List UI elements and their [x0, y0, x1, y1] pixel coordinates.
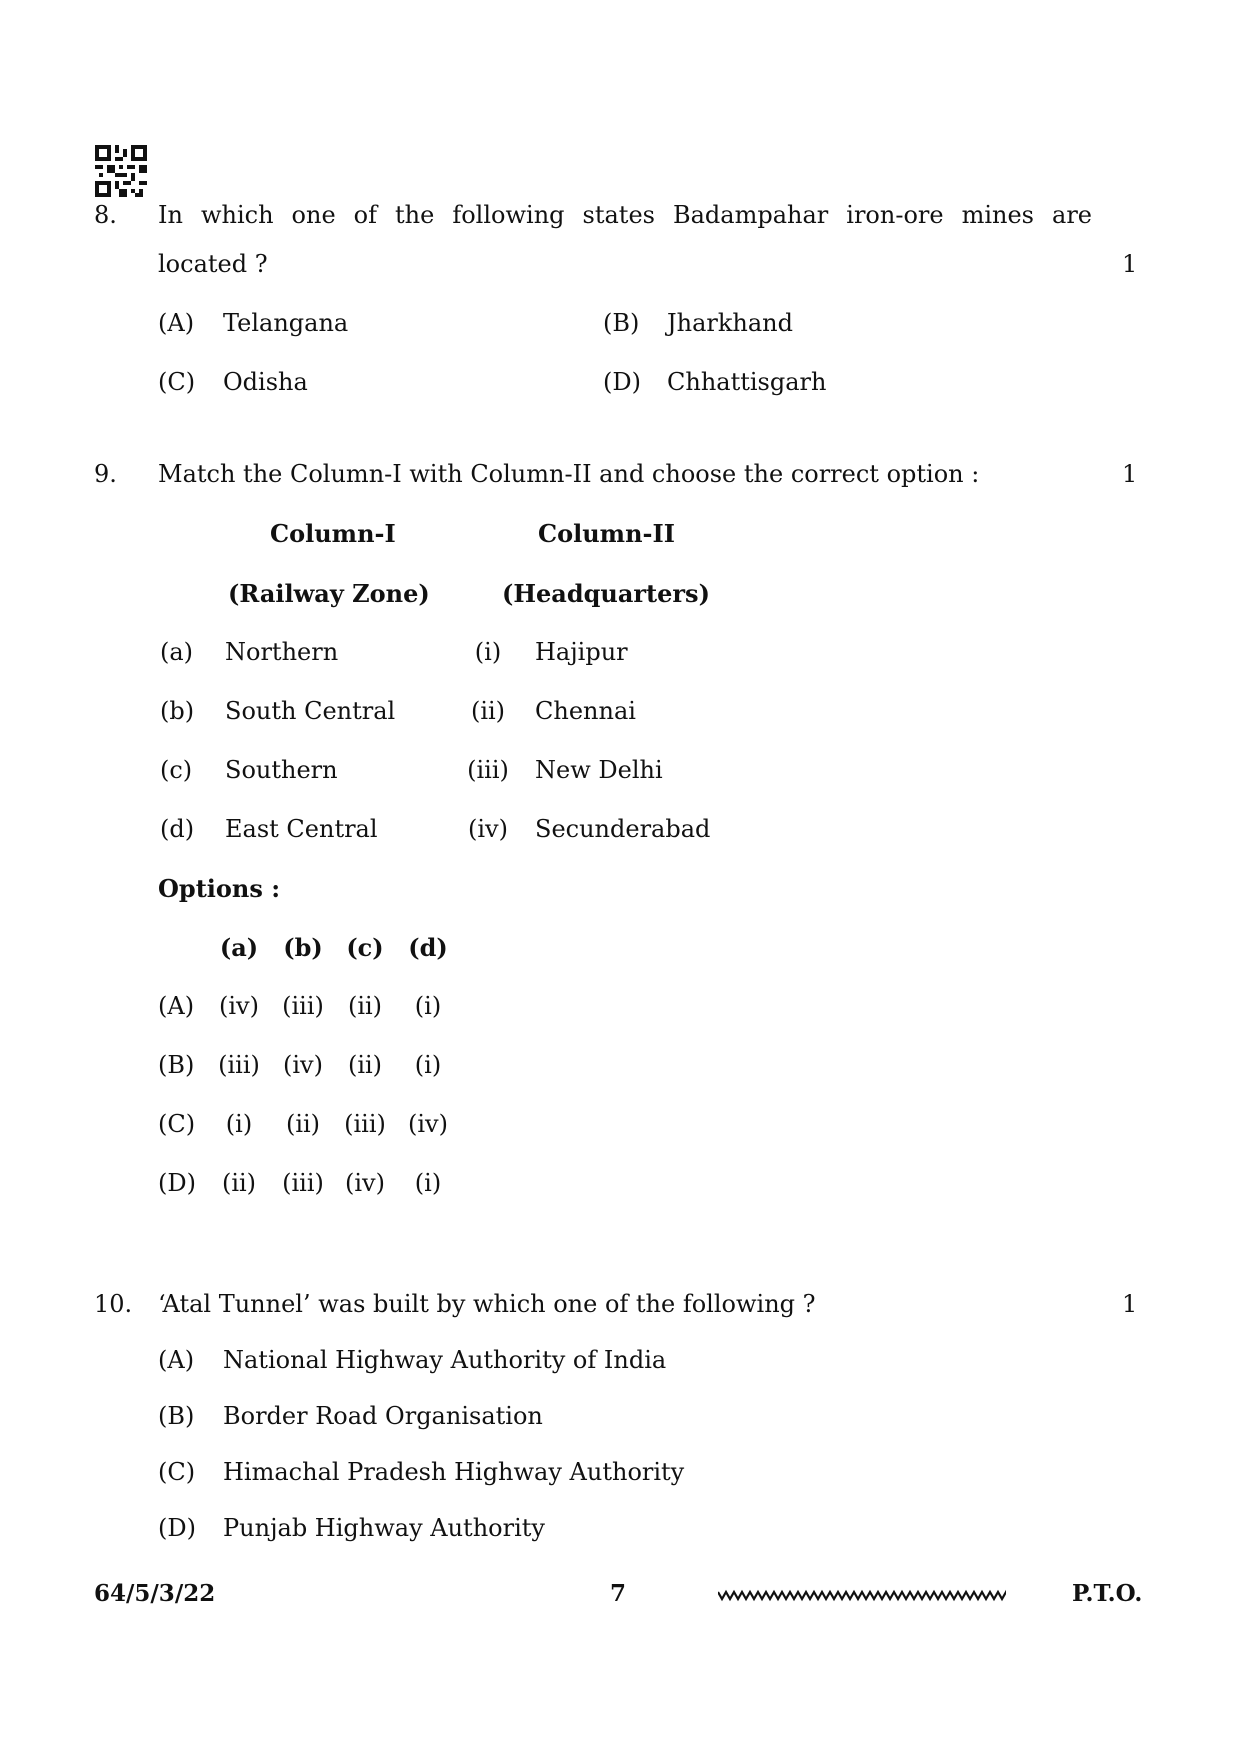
match-row-iii-label — [460, 756, 516, 784]
q9-option-a-label: (A) — [158, 992, 195, 1020]
match-row-b-zone: South Central — [225, 697, 396, 725]
q9-option-c-val-4 — [399, 1110, 457, 1138]
q9-option-d-val-3 — [336, 1169, 394, 1197]
q10-option-a-text: National Highway Authority of India — [223, 1346, 667, 1374]
footer-page-number: 7 — [610, 1580, 627, 1607]
q8-text-line1 — [158, 201, 1092, 229]
q10-option-a-label: (A) — [158, 1346, 195, 1374]
q9-option-c-val-4-text: (iv) — [408, 1110, 448, 1138]
q9-option-b-val-1 — [210, 1051, 268, 1079]
q8-option-a-label: (A) — [158, 309, 195, 337]
match-row-ii-hq: Chennai — [535, 697, 636, 725]
q9-option-b-val-4-text: (i) — [414, 1051, 442, 1079]
q9-option-c-val-3 — [336, 1110, 394, 1138]
options-header-c-text: (c) — [346, 933, 384, 962]
q10-option-d-label: (D) — [158, 1514, 196, 1542]
q9-option-a-val-1 — [210, 992, 268, 1020]
q9-option-a-val-2-text: (iii) — [282, 992, 324, 1020]
q10-option-d-text: Punjab Highway Authority — [223, 1514, 545, 1542]
q8-text-line2: located ? — [158, 250, 268, 278]
qr-code-icon — [95, 145, 147, 197]
match-row-iv-label — [460, 815, 516, 843]
options-heading: Options : — [158, 874, 281, 903]
q9-option-d-val-4-text: (i) — [414, 1169, 442, 1197]
footer-paper-code: 64/5/3/22 — [94, 1580, 216, 1607]
q8-option-d-text: Chhattisgarh — [667, 368, 827, 396]
match-row-i-hq: Hajipur — [535, 638, 628, 666]
q9-option-d-val-2 — [274, 1169, 332, 1197]
column-2-subtitle: (Headquarters) — [502, 579, 710, 608]
q9-option-d-val-2-text: (iii) — [282, 1169, 324, 1197]
q8-option-b-text: Jharkhand — [667, 309, 793, 337]
match-row-ii-label — [460, 697, 516, 725]
q8-option-d-label: (D) — [603, 368, 641, 396]
footer-pto: P.T.O. — [1072, 1580, 1143, 1607]
q8-marks: 1 — [1122, 250, 1138, 278]
match-row-a-label: (a) — [160, 638, 194, 666]
q9-text: Match the Column-I with Column-II and choose the correct option : — [158, 460, 980, 488]
options-header-a-text: (a) — [219, 933, 259, 962]
q9-option-d-val-1-text: (ii) — [221, 1169, 257, 1197]
q9-marks: 1 — [1122, 460, 1138, 488]
q8-option-b-label: (B) — [603, 309, 640, 337]
q8-option-c-text: Odisha — [223, 368, 308, 396]
match-row-d-zone: East Central — [225, 815, 378, 843]
q9-option-b-val-2 — [274, 1051, 332, 1079]
options-header-d — [405, 933, 451, 962]
q9-number: 9. — [94, 460, 117, 488]
match-row-ii-label-text: (ii) — [470, 697, 506, 725]
decorative-wave-line — [718, 1588, 1006, 1602]
q9-option-a-val-4 — [399, 992, 457, 1020]
match-row-a-zone: Northern — [225, 638, 339, 666]
q9-option-c-val-2-text: (ii) — [285, 1110, 321, 1138]
q9-option-c-val-1 — [210, 1110, 268, 1138]
q9-option-b-val-3 — [336, 1051, 394, 1079]
q10-option-b-text: Border Road Organisation — [223, 1402, 543, 1430]
q10-option-c-label: (C) — [158, 1458, 196, 1486]
q10-number: 10. — [94, 1290, 133, 1318]
options-header-b-text: (b) — [283, 933, 323, 962]
match-row-iv-hq: Secunderabad — [535, 815, 711, 843]
q9-option-b-val-4 — [399, 1051, 457, 1079]
q9-option-a-val-4-text: (i) — [414, 992, 442, 1020]
q9-option-c-val-1-text: (i) — [225, 1110, 253, 1138]
match-row-iv-label-text: (iv) — [468, 815, 508, 843]
match-row-b-label: (b) — [160, 697, 195, 725]
options-header-c — [342, 933, 388, 962]
options-header-a — [216, 933, 262, 962]
q9-option-d-val-4 — [399, 1169, 457, 1197]
column-1-subtitle: (Railway Zone) — [228, 579, 430, 608]
q9-option-d-val-1 — [210, 1169, 268, 1197]
options-header-b — [280, 933, 326, 962]
options-header-d-text: (d) — [408, 933, 448, 962]
match-row-c-zone: Southern — [225, 756, 338, 784]
match-row-c-label: (c) — [160, 756, 193, 784]
q9-option-b-val-2-text: (iv) — [283, 1051, 323, 1079]
q10-option-c-text: Himachal Pradesh Highway Authority — [223, 1458, 685, 1486]
q9-option-b-val-1-text: (iii) — [218, 1051, 260, 1079]
column-2-title: Column-II — [538, 519, 675, 548]
q9-option-c-val-2 — [274, 1110, 332, 1138]
q9-option-c-val-3-text: (iii) — [344, 1110, 386, 1138]
q8-option-c-label: (C) — [158, 368, 196, 396]
q9-option-a-val-1-text: (iv) — [219, 992, 259, 1020]
match-row-i-label — [460, 638, 516, 666]
q9-option-a-val-3-text: (ii) — [347, 992, 383, 1020]
q8-text: In which one of the following states Badampahar iron-ore mines are — [158, 201, 1092, 229]
q10-marks: 1 — [1122, 1290, 1138, 1318]
q9-option-b-label: (B) — [158, 1051, 195, 1079]
q10-text: ‘Atal Tunnel’ was built by which one of the following ? — [158, 1290, 816, 1318]
q8-number: 8. — [94, 201, 117, 229]
q10-option-b-label: (B) — [158, 1402, 195, 1430]
q8-option-a-text: Telangana — [223, 309, 349, 337]
match-row-d-label: (d) — [160, 815, 195, 843]
q9-option-b-val-3-text: (ii) — [347, 1051, 383, 1079]
q9-option-a-val-3 — [336, 992, 394, 1020]
match-row-iii-hq: New Delhi — [535, 756, 663, 784]
q9-option-c-label: (C) — [158, 1110, 196, 1138]
match-row-iii-label-text: (iii) — [467, 756, 509, 784]
q9-option-d-label: (D) — [158, 1169, 196, 1197]
q9-option-a-val-2 — [274, 992, 332, 1020]
column-1-title: Column-I — [270, 519, 396, 548]
match-row-i-label-text: (i) — [474, 638, 502, 666]
q9-option-d-val-3-text: (iv) — [345, 1169, 385, 1197]
